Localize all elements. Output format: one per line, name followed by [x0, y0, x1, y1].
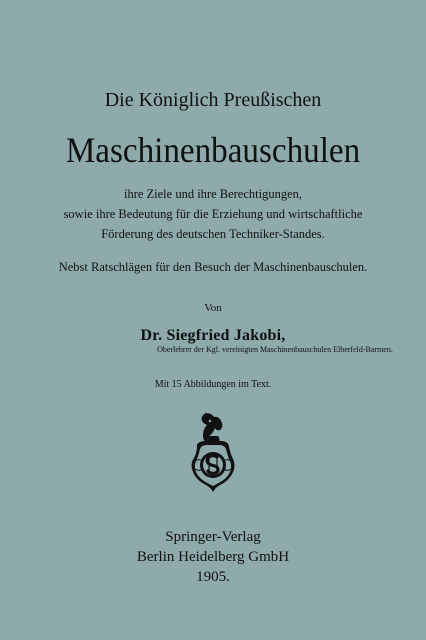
- subtitle-line-2: sowie ihre Bedeutung für die Erziehung und wirtschaftliche: [63, 207, 363, 221]
- publisher-line-2: Berlin Heidelberg GmbH: [136, 549, 290, 565]
- subtitle-line-3: Förderung des deutschen Techniker-Standes.: [101, 227, 325, 241]
- publication-year: 1905.: [196, 569, 230, 585]
- title-line-1: Die Königlich Preußischen: [104, 89, 322, 111]
- main-title: Maschinenbauschulen: [65, 130, 361, 170]
- publisher-line-1: Springer-Verlag: [165, 529, 261, 545]
- author-affiliation: Oberlehrer der Kgl. vereinigten Maschinenbauschulen Elberfeld-Barmen.: [157, 345, 393, 354]
- advice-note: Nebst Ratschlägen für den Besuch der Maschinenbauschulen.: [58, 260, 368, 274]
- author-name: Dr. Siegfried Jakobi,: [140, 327, 286, 344]
- by-label: Von: [204, 302, 222, 314]
- illustrations-note: Mit 15 Abbildungen im Text.: [154, 379, 272, 390]
- springer-chess-knight-seal-icon: [187, 412, 239, 494]
- subtitle-line-1: ihre Ziele und ihre Berechtigungen,: [123, 187, 303, 201]
